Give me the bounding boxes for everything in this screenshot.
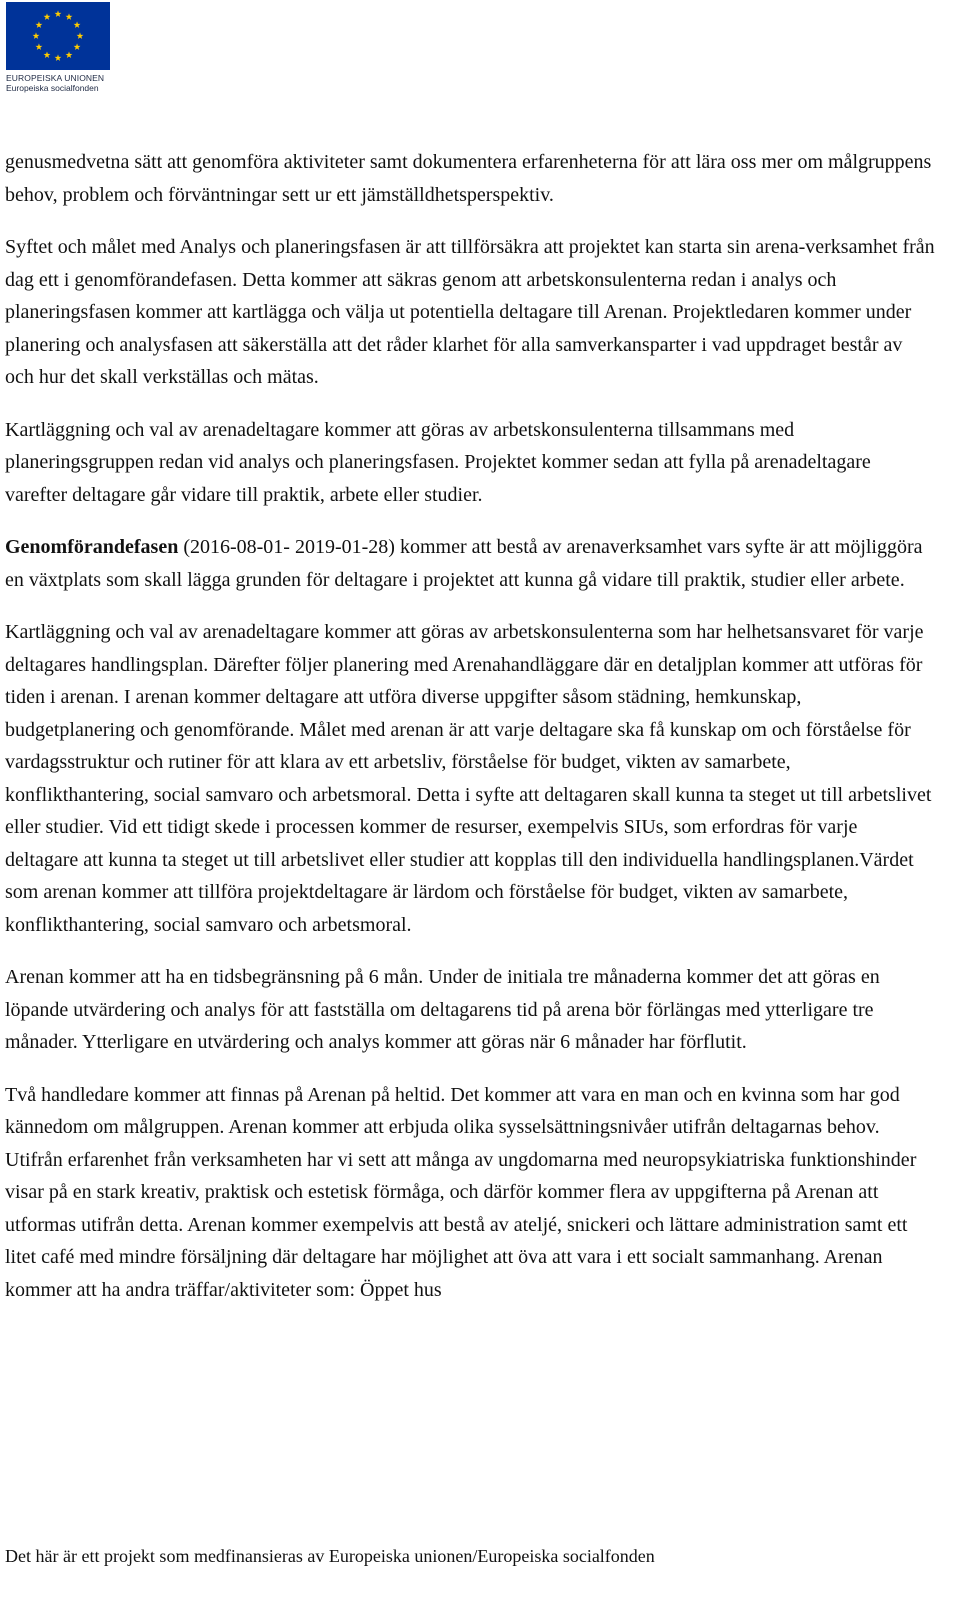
paragraph-6: [5, 961, 935, 1059]
paragraph-text: Kartläggning och val av arenadeltagare kommer att göras av arbetskonsulenterna tillsammans med planeringsgruppen redan vid analys och planeringsfasen. Projektet kommer sedan att fylla på arenadeltagare varefter deltagare går vidare till praktik, arbete eller studier.: [5, 418, 871, 506]
eu-flag-icon: [6, 2, 110, 70]
paragraph-text: Syftet och målet med Analys och planeringsfasen är att tillförsäkra att projektet kan starta sin arena-verksamhet från dag ett i genomförandefasen. Detta kommer att säkras genom att arbetskonsulenterna redan i analys och planeringsfasen kommer att kartlägga och välja ut potentiella deltagare till Arenan. Projektledaren kommer under planering och analysfasen att säkerställa att det råder klarhet för alla samverkansparter i vad uppdraget består av och hur det skall verkställas och mätas.: [5, 236, 935, 388]
paragraph-2: [5, 231, 935, 394]
phase-heading: Genomförandefasen: [5, 536, 179, 558]
paragraph-text: Två handledare kommer att finnas på Arenan på heltid. Det kommer att vara en man och en kvinna som har god kännedom om målgruppen. Arenan kommer att erbjuda olika sysselsättningsnivåer utifrån deltagarnas behov. Utifrån erfarenhet från verksamheten har vi sett att många av ungdomarna med neuropsykiatriska funktionshinder visar på en stark kreativ, praktisk och estetisk förmåga, och därför kommer flera av uppgifterna på Arenan att utformas utifrån detta. Arenan kommer exempelvis att bestå av ateljé, snickeri och lättare administration samt ett litet café med mindre försäljning där deltagare har möjlighet att öva att vara i ett socialt sammanhang. Arenan kommer att ha andra träffar/aktiviteter som: Öppet hus: [5, 1083, 917, 1301]
paragraph-3: [5, 414, 935, 512]
paragraph-text: genusmedvetna sätt att genomföra aktiviteter samt dokumentera erfarenheterna för att lära oss mer om målgruppens behov, problem och förväntningar sett ur ett jämställdhetsperspektiv.: [5, 151, 932, 206]
page-footer: [5, 1544, 935, 1568]
paragraph-1: [5, 146, 935, 211]
logo-text-esf: Europeiska socialfonden: [6, 83, 99, 93]
paragraph-text: (2016-08-01- 2019-01-28) kommer att bestå av arenaverksamhet vars syfte är att möjliggöra en växtplats som skall lägga grunden för deltagare i projektet att kunna gå vidare till praktik, studier eller arbete.: [5, 536, 923, 591]
paragraph-text: Kartläggning och val av arenadeltagare kommer att göras av arbetskonsulenterna som har helhetsansvaret för varje deltagares handlingsplan. Därefter följer planering med Arenahandläggare där en detaljplan kommer att utföras för tiden i arenan. I arenan kommer deltagare att utföra diverse uppgifter såsom städning, hemkunskap, budgetplanering och genomförande. Målet med arenan är att varje deltagare ska få kunskap om och förståelse för vardagsstruktur och rutiner för att klara av ett arbetsliv, förståelse för budget, vikten av samarbete, konflikthantering, social samvaro och arbetsmoral. Detta i syfte att deltagaren skall kunna ta steget ut till arbetslivet eller studier. Vid ett tidigt skede i processen kommer de resurser, exempelvis SIUs, som erfordras för varje deltagare att kunna ta steget ut till arbetslivet eller studier att kopplas till den individuella handlingsplanen.Värdet som arenan kommer att tillföra projektdeltagare är lärdom och förståelse för budget, vikten av samarbete, konflikthantering, social samvaro och arbetsmoral.: [5, 621, 932, 936]
paragraph-4: [5, 531, 935, 596]
logo-text-eu: EUROPEISKA UNIONEN: [6, 73, 105, 83]
document-body: [5, 146, 935, 1326]
footer-text: Det här är ett projekt som medfinansieras av Europeiska unionen/Europeiska socialfonden: [5, 1546, 655, 1566]
paragraph-7: [5, 1079, 935, 1307]
paragraph-text: Arenan kommer att ha en tidsbegränsning på 6 mån. Under de initiala tre månaderna kommer det att göras en löpande utvärdering och analys för att fastställa om deltagarens tid på arena bör förlängas med ytterligare tre månader. Ytterligare en utvärdering och analys kommer att göras när 6 månader har förflutit.: [5, 966, 880, 1053]
paragraph-5: [5, 616, 935, 941]
eu-logo: [6, 2, 110, 93]
